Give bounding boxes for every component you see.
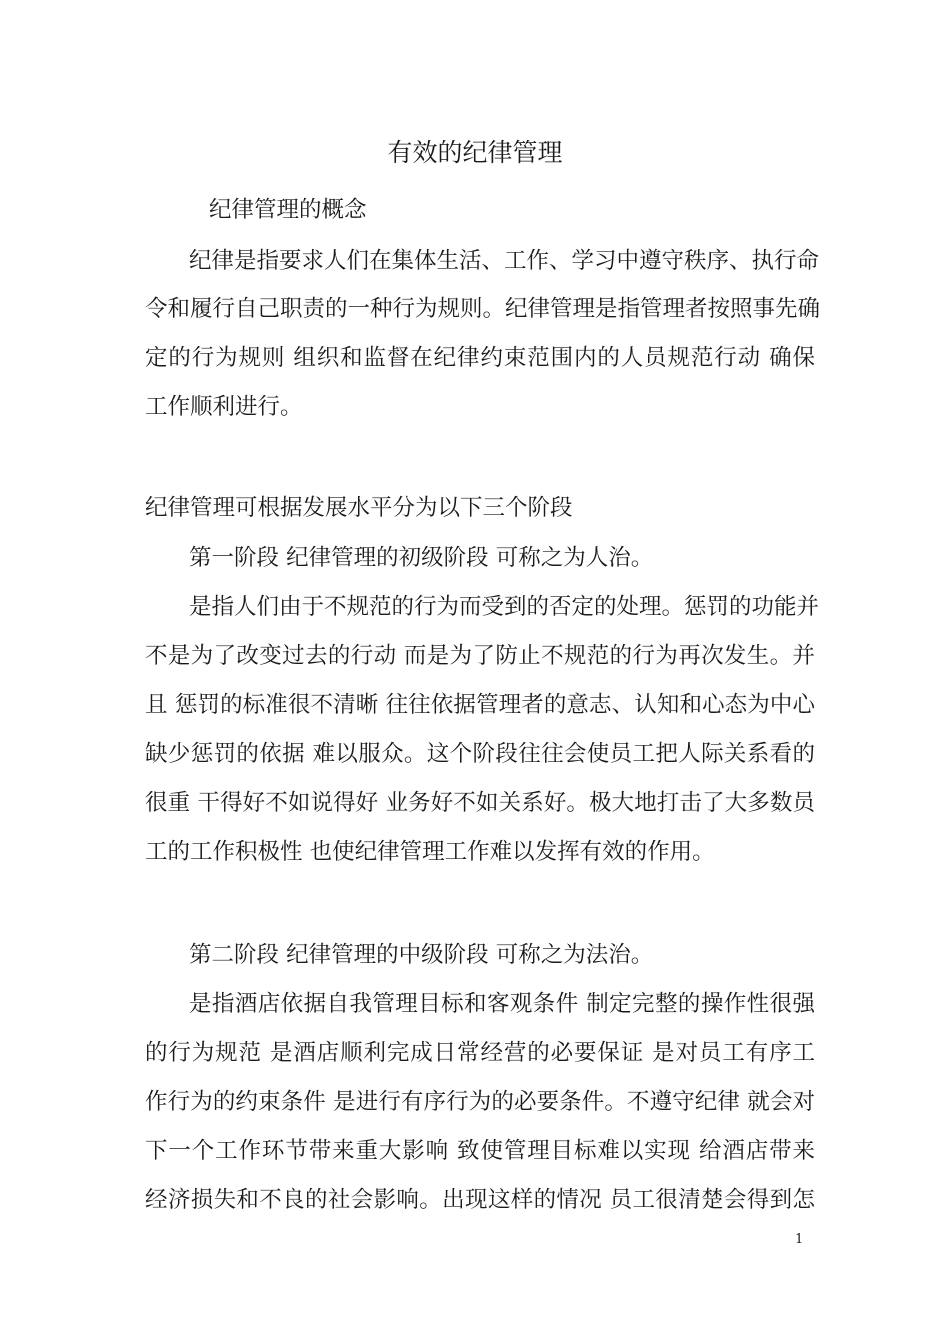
paragraph-line: 很重 干得好不如说得好 业务好不如关系好。极大地打击了大多数员: [145, 790, 815, 816]
paragraph-line: 作行为的约束条件 是进行有序行为的必要条件。不遵守纪律 就会对: [145, 1089, 815, 1115]
stages-intro: 纪律管理可根据发展水平分为以下三个阶段: [145, 495, 573, 521]
paragraph-line: 经济损失和不良的社会影响。出现这样的情况 员工很清楚会得到怎: [145, 1187, 815, 1213]
paragraph-line: 纪律是指要求人们在集体生活、工作、学习中遵守秩序、执行命: [189, 248, 820, 274]
stage2-heading: 第二阶段 纪律管理的中级阶段 可称之为法治。: [189, 942, 654, 968]
page-number: 1: [795, 1232, 804, 1247]
paragraph-line: 令和履行自己职责的一种行为规则。纪律管理是指管理者按照事先确: [145, 296, 821, 322]
stage1-heading: 第一阶段 纪律管理的初级阶段 可称之为人治。: [189, 545, 654, 571]
section-heading-concept: 纪律管理的概念: [209, 197, 367, 223]
paragraph-line: 定的行为规则 组织和监督在纪律约束范围内的人员规范行动 确保: [145, 345, 815, 371]
paragraph-line: 且 惩罚的标准很不清晰 往往依据管理者的意志、认知和心态为中心: [145, 692, 815, 718]
paragraph-line: 是指人们由于不规范的行为而受到的否定的处理。惩罚的功能并: [189, 594, 820, 620]
paragraph-line: 工的工作积极性 也使纪律管理工作难以发挥有效的作用。: [145, 839, 715, 865]
document-title: 有效的纪律管理: [387, 138, 563, 167]
paragraph-line: 下一个工作环节带来重大影响 致使管理目标难以实现 给酒店带来: [145, 1138, 815, 1164]
paragraph-line: 工作顺利进行。: [145, 394, 303, 420]
paragraph-line: 是指酒店依据自我管理目标和客观条件 制定完整的操作性很强: [189, 991, 815, 1017]
paragraph-line: 的行为规范 是酒店顺利完成日常经营的必要保证 是对员工有序工: [145, 1040, 815, 1066]
paragraph-line: 不是为了改变过去的行动 而是为了防止不规范的行为再次发生。并: [145, 643, 815, 669]
paragraph-line: 缺少惩罚的依据 难以服众。这个阶段往往会使员工把人际关系看的: [145, 741, 815, 767]
